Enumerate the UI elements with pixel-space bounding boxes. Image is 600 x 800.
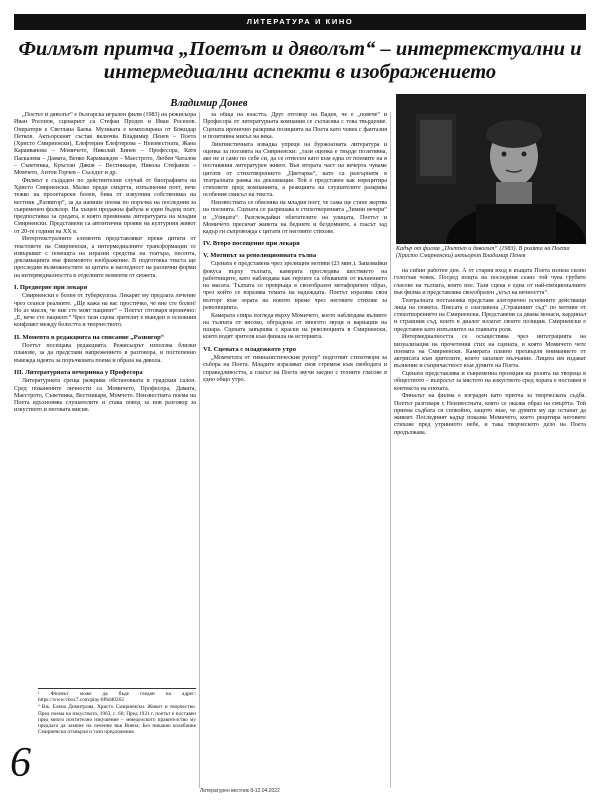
paragraph: Театралната постановка представя алегорично основните действащи лица на сюжета. Пиесата е озаглавена „Страшният съд“ по мотиви от стихотворението на Смирненски. Представени са двама монаси, кардинал и страшния съд, които в диалог излагат своите позиции. Смирненски е представен като изпълнител на главната роля. — [394, 297, 586, 333]
section-header: ЛИТЕРАТУРА И КИНО — [14, 14, 586, 30]
paragraph: Камерата спира погледа върху Момичето, което наблюдава вълните на тълпата от високо, обградена от многото звуци и вариации на пазара. Сцената завършва с краски на революцията в Смирненски, които водят зрителя към финала на историята. — [203, 312, 387, 341]
film-still-photo-icon — [396, 94, 586, 244]
paragraph: Филмът е създаден по действителни случай от биографията на Христо Смирненски. Малко преди смъртта, изпълнения поет, вече тежко на пролетарски болен, бива от изкупния собственика на вестник „Развигор“, за да напише поема по поръчка на последния за съвременен фолклор. На хъщен продажна фабула и един бъдещ поет, предпоставка за средата, в която преминава литературата на младия Смирненски. Представени са автентични прояви на културния живот от 20-те години на ХХ в. — [14, 177, 196, 235]
section-heading: III. Литературната вечеринка у Професора — [14, 368, 143, 376]
paragraph: „Момчетата от гимназистическия рупор“ подготвят стихотвори за събора на Поета. Младите изразяват своя стремеж към свободата и справедливостта, а гласът на Поета звучи заедно с техните гласове в едно общо утро. — [203, 355, 387, 383]
paragraph: Поетът посещава редакцията. Режисьорът използва близки планове, за да представи напрежението в разговора, и постепенно въвежда идеята за поръчковата поема и образа на дявола. — [14, 343, 196, 364]
section-heading: VI. Сцената с младежкото утро — [203, 345, 297, 353]
paragraph: Лингвистичната извадка упреци на буржоазната литература и оценка за поезията на Смирненски: „тази оценка е твърде позитивна, ако не и само по себе си, да се отнесем като към една от поемите на в поставяния литературен живот. Във втората част на вечерта чуваме цитати от стихотворението „Цветарка“, като са разгърнати в театралната рамка на декламация. Той е представен как изрецитира стиховете пред компанията, а реакцията на слушателите разкрива особения смисъл на текста. — [203, 141, 387, 199]
paragraph: Неизвестната се обяснява на младия поет, че сама ще стане жертва на поезията. Сцената се разрешава в стихотворенията „Зимни вечери“ и „Улицата“. Разглеждайки обитателите на улицата, Поетът и Момичето пресичат живота на бедните и бездомните, а гласът зад кадър ги съпровожда с цитати от неговите стихове. — [203, 200, 387, 235]
page-footer: Литературен вестник 8-12.04.2022 — [200, 788, 280, 794]
article-column-3 — [394, 268, 586, 800]
footnote: ¹ Филмът може да бъде гледан на адрес: https://www.vbox7.com/play:6f6d40262 — [38, 691, 196, 704]
footnotes — [38, 688, 196, 736]
film-still-photo — [396, 94, 586, 244]
article-author: Владимир Донев — [170, 98, 248, 109]
paragraph: Интертекстуалните елементи представляват преки цитати от текстовете на Смирненски, а интермедиалните трансформации се извършват с помощта на изразни средства на театъра, песента, декламацията във филмовото изображение. В подготовка текста ще проследим възможностите за цитата и нагледност на различни форми на интермедиалността в отделните моменти от сюжета. — [14, 236, 196, 279]
paragraph: Интермедиалността се осъществява чрез интеграцията на визуализация на прочетения стих на сцената, в която Момичето чете поемата на Смирненски. Камерата плавно прехвърля вниманието от актрисата към зрителите, които запазват мълчание. Лицата им издават вълнение и съпричастност към думите на Поета. — [394, 334, 586, 370]
column-divider — [199, 112, 200, 788]
paragraph: Финалът на филма е изграден като притча за творческата съдба. Поетът разговаря с Неизвестната, която се оказва образ на смъртта. Той приема съдбата си спокойно, защото знае, че думите му ще останат да живеят. Последният кадър показва Момичето, което рецитира неговите стихове пред утринното небе, и така творческото дело на Поета продължава. — [394, 393, 586, 436]
paragraph: за обща на властта. Друг отговор на Вадев, че е „повече“ и Професора от литературната компания се съгласява с това твърдение. Сцената иронично разкрива позицията на Поета като човек с фантазия и позитивна мисъл на века. — [203, 112, 387, 140]
section-heading: I. Предверие при лекаря — [14, 283, 88, 291]
column-divider — [390, 112, 391, 788]
paragraph: Сцената представлява и съвременна проекция на ролята на твореца в обществото – въпросът за мястото на изкуството сред хората е поставен в контекста на епохата. — [394, 371, 586, 392]
article-column-2 — [203, 112, 387, 800]
footnote: ² Вж. Елена Димитрова, Христо Смирненски. Живот и творчество. Пред поема на изкуството, 1963, с. 60; Пред 1921 г. поетът е поставен пред много почтително изкушение – земеделското правителство му предлага да замине на лечение във Виена; Без никакво колебание Смирненски отхвърля и тази предложение. — [38, 704, 196, 736]
paragraph: Сцената е представена чрез зрелищни мотиви (23 мин.). Запазвайки фокуса върху тълпата, камерата проследява шествието на работниците, като наблюдава как героите са обхванати от вълнението на масата. Тълпата се превръща в своеобразен метафоричен образ, чрез който се изразява темата на надеждата. Поетът изразява своя възторг към зората на новото време чрез неговите стихове за революцията. — [203, 261, 387, 311]
paragraph: „Поетът и дяволът“ е българска игрален филм (1983) на режисьора Иван Росенов, сценарист са Стефан Продев и Иван Росенов. Оператори е Светлана Баева. Музиката е композирана от Божидар Петков. Актьорският състав включва Владимир Пенев – Поета (Христо Смирненски), Елефтерия Елефтерова – Неизвестната, Жана Караиванова – Момичето, Николай Бинев – Професора, Катя Паскалева – Дамата, Венко Карамаждев – Маестрото, Любен Чаталов – Съветника, Кръстан Дяков – Вестникаря, Никола Стефанов – Момчето, Антон Горчев – Съседът и др. — [14, 112, 196, 176]
page-number: 6 — [10, 740, 31, 786]
article-title: Филмът притча „Поетът и дяволът“ – интертекстуални и интермедиални аспекти в изображението — [18, 38, 582, 83]
paragraph: Смирненски е болен от туберкулоза. Лекарят му предлага лечение чрез сеанси реалните. „Ще кажа на вас простичко, че вие сте болен! Но аз мисля, че вие сте моят пациент“ – Поетът отговаря иронично: „Е, вече сте пациент.“ Чрез тази сцена зрителят е въведен в основния конфликт между болестта и творчеството. — [14, 293, 196, 329]
section-heading: IV. Второ посещение при лекаря — [203, 240, 300, 248]
section-heading: V. Мотивът за революционната тълпа — [203, 251, 317, 259]
paragraph: Литературната среща разкрива обстановката в градския салон. Сред поканените личности са Момичето, Професора, Дамата, Маестрото, Съветника, Вестникаря, Момчето. Неизвестната поема на Поета вдъхновява слушателите и става повод за нов разговор за изкуството и неговата мисия. — [14, 378, 196, 414]
section-heading: II. Моменто в редакцията на списание „Развигор“ — [14, 333, 165, 341]
paragraph: на сибин работен ден. А от стария вход в къщата Поета излиза силно гологлав човек. Посред нощта на последния сеанс той чува грубите гласове на тълпата, която пее. Тази сцена е една от най-емоционалните във филма и представлява своеобразен „ъгъл на вечността“. — [394, 268, 586, 296]
photo-caption: Кадър от филма „Поетът и дяволът“ (1983). В ролята на Поета (Христо Смирненски) актьорът Владимир Пенев — [396, 246, 570, 260]
